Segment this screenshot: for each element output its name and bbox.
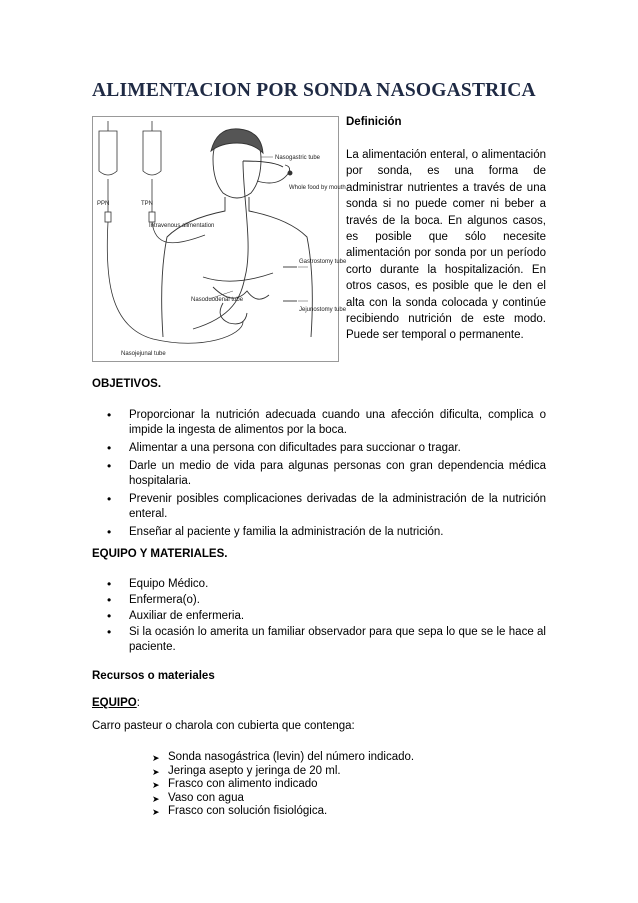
equipo-label: EQUIPO [92,697,137,709]
arrow-bullet-icon: ➤ [152,753,160,763]
supply-item [152,778,532,792]
label-nasogastric-tube: Nasogastric tube [275,155,321,161]
supply-item [152,765,532,779]
supply-item [152,792,532,806]
label-gastrostomy: Gastrostomy tube [299,259,347,265]
objective-item: • Enseñar al paciente y familia la administración de la nutrición. [118,525,546,540]
equipment-item: • Si la ocasión lo amerita un familiar observador para que sepa lo que se le hace al paciente. [118,625,546,655]
label-ppn: PPN [97,201,110,207]
label-tpn: TPN [141,201,153,207]
ppn-bag [99,121,243,343]
objectives-list [118,408,546,543]
arrow-bullet-icon: ➤ [152,793,160,804]
supplies-list [152,751,532,819]
supply-item-text: Frasco con alimento indicado [168,778,318,791]
label-intravenous: Intravenous alimentation [149,223,215,229]
equipo-heading [92,697,140,709]
objective-item: • Prevenir posibles complicaciones derivadas de la administración de la nutrición enteral. [118,492,546,522]
supply-item-text: Jeringa asepto y jeringa de 20 ml. [168,764,341,777]
definition-text: La alimentación enteral, o alimentación por sonda, es una forma de administrar nutrientes a través de una sonda si no puede comer ni beber a través de la boca. En algunos casos, es posible que sólo necesite alimentación por sonda por un período corto durante la hospitalización. En otros casos, es posible que le den el alta con la sonda colocada y continúe recibiendo nutrición de este modo. Puede ser temporal o permanente. [346,149,546,342]
supply-item [152,805,532,819]
supply-item-text: Vaso con agua [168,791,244,804]
label-whole-food: Whole food by mouth [289,185,346,191]
objectives-heading: OBJETIVOS. [92,378,162,390]
objective-item: • Alimentar a una persona con dificultades para succionar o tragar. [118,441,546,456]
label-nasojejunal: Nasojejunal tube [121,351,166,357]
equipment-item: • Equipo Médico. [118,577,546,592]
arrow-bullet-icon: ➤ [152,807,160,818]
equipo-colon: : [136,697,140,709]
equipment-heading: EQUIPO Y MATERIALES. [92,548,228,560]
objective-item: • Proporcionar la nutrición adecuada cuando una afección dificulta, complica o impide la ingesta de alimentos por la boca. [118,408,546,438]
equipment-list [118,577,546,658]
resources-intro: Carro pasteur o charola con cubierta que contenga: [92,720,355,732]
supply-item-text: Frasco con solución fisiológica. [168,805,328,818]
supply-item [152,751,532,765]
definition-heading: Definición [346,116,402,128]
objective-item: • Darle un medio de vida para algunas personas con gran dependencia médica hospitalaria. [118,459,546,489]
label-jejunostomy: Jejunostomy tube [299,307,347,313]
arrow-bullet-icon: ➤ [152,780,160,791]
feeding-diagram-svg [93,117,347,361]
resources-heading: Recursos o materiales [92,670,215,682]
arrow-bullet-icon: ➤ [152,766,160,777]
equipment-item: • Enfermera(o). [118,593,546,608]
equipment-item: • Auxiliar de enfermeria. [118,609,546,624]
feeding-tube-illustration [92,116,347,362]
supply-item-text: Sonda nasogástrica (levin) del número indicado. [168,751,415,763]
document-title: ALIMENTACION POR SONDA NASOGASTRICA [92,80,536,101]
label-nasoduodenal: Nasoduodenal tube [191,297,244,303]
